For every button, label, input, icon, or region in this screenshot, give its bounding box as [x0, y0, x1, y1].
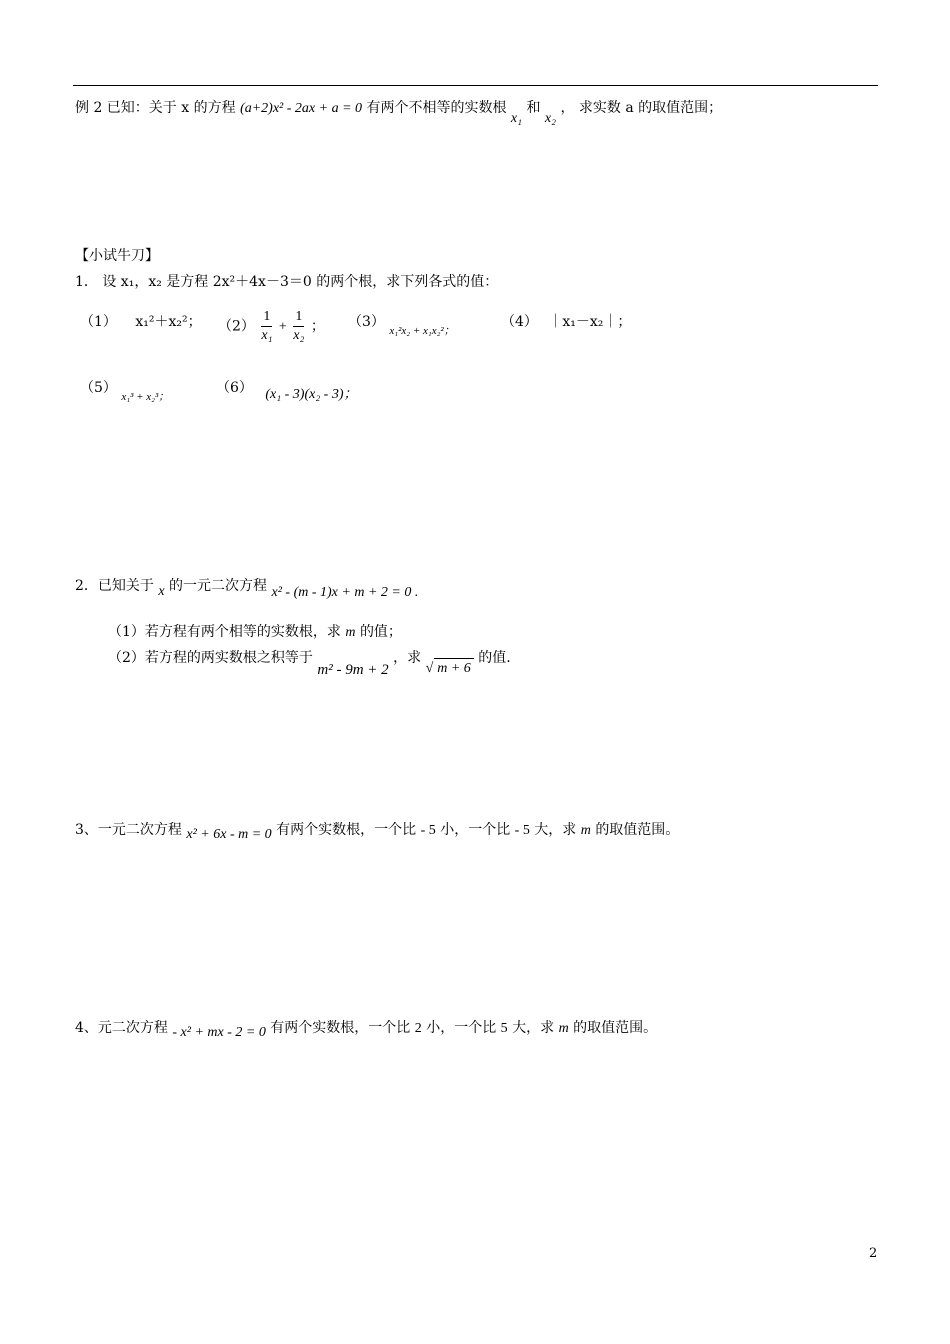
example-2-prefix: 例 2 已知：关于 x 的方程 [75, 100, 236, 116]
q4-prefix: 4、元二次方程 [75, 1020, 168, 1036]
q2-sub-2-expr: m² - 9m + 2 [317, 662, 389, 678]
q3 [75, 820, 679, 841]
q3-middle-c: 大，求 [534, 822, 577, 838]
q3-equation: x² + 6x - m = 0 [186, 827, 272, 842]
q2-stem [75, 576, 419, 600]
q4-middle-c: 大，求 [512, 1020, 555, 1036]
q1-item-4-expr: ｜x₁－x₂｜； [548, 314, 632, 330]
header-rule [73, 85, 878, 86]
q3-suffix: 的取值范围。 [595, 822, 680, 838]
q2-sub-2-sqrt: m + 6 [434, 658, 474, 679]
q3-n2: - 5 [514, 823, 530, 838]
q2-stem-b: 的一元二次方程 [169, 578, 268, 594]
q1-item-1 [80, 312, 202, 332]
q1-item-6-label: （6） [216, 380, 253, 396]
q4-n1: 2 [414, 1021, 422, 1036]
section-title: 【小试牛刀】 [75, 248, 159, 264]
example-2-suffix: ， 求实数 a 的取值范围； [560, 100, 723, 116]
q1-item-2-frac-a [261, 308, 272, 345]
q2-stem-a: 2．已知关于 [75, 578, 154, 594]
q1-item-2-frac-b [293, 308, 304, 345]
q4-middle-a: 有两个实数根，一个比 [270, 1020, 411, 1036]
q1-item-2-tail: ； [310, 318, 325, 335]
q3-middle-b: 小，一个比 [440, 822, 511, 838]
q1-item-5 [80, 378, 170, 403]
q1-item-2-den-a: x₁ [261, 328, 273, 343]
example-2-equation: (a+2)x² - 2ax + a = 0 [240, 101, 363, 116]
q2-sub-1-var: m [345, 625, 356, 640]
q1-item-6-expr: (x₁ - 3)(x₂ - 3)； [265, 387, 358, 402]
q1-item-2-num-b: 1 [293, 308, 304, 327]
q3-middle-a: 有两个实数根，一个比 [276, 822, 417, 838]
q1-item-2-label: （2） [218, 318, 255, 335]
q2-sub-1-a: （1）若方程有两个相等的实数根，求 [108, 624, 341, 640]
q1-item-3-expr: x₁²x₂ + x₁x₂²； [389, 325, 455, 337]
example-2-middle: 有两个不相等的实数根 [366, 100, 507, 116]
example-2-root2: x₂ [544, 111, 557, 126]
q1-item-5-label: （5） [80, 380, 117, 396]
q1-item-5-expr: x₁³ + x₂³； [121, 391, 170, 403]
q1-stem: 1． 设 x₁，x₂ 是方程 2x²＋4x－3＝0 的两个根，求下列各式的值： [75, 274, 499, 290]
q1-item-3 [348, 312, 455, 337]
q2-sub-1 [108, 622, 402, 643]
q1-item-4-label: （4） [501, 314, 538, 330]
q4-var: m [558, 1021, 569, 1036]
example-2-root1: x₁ [510, 111, 523, 126]
q2-sub-2-c: 的值. [478, 650, 511, 666]
q1-item-2-num-a: 1 [261, 308, 272, 327]
q2-sub-2 [108, 648, 511, 678]
q1-item-1-label: （1） [80, 314, 117, 330]
example-2 [75, 98, 723, 126]
q1-item-6 [216, 378, 358, 402]
q3-prefix: 3、一元二次方程 [75, 822, 182, 838]
q3-var: m [580, 823, 591, 838]
q4-n2: 5 [500, 1021, 508, 1036]
page-number: 2 [869, 1246, 878, 1261]
q4 [75, 1018, 657, 1039]
q3-n1: - 5 [420, 823, 436, 838]
q2-sub-2-radical: √ m + 6 [426, 660, 474, 676]
q2-sub-2-a: （2）若方程的两实数根之积等于 [108, 650, 313, 666]
q2-var: x [158, 584, 165, 599]
q1-item-4 [501, 312, 631, 332]
q4-middle-b: 小，一个比 [426, 1020, 497, 1036]
q2-equation: x² - (m - 1)x + m + 2 = 0 . [271, 585, 419, 600]
q1-item-3-label: （3） [348, 314, 385, 330]
q4-equation: - x² + mx - 2 = 0 [172, 1025, 266, 1040]
q2-sub-1-b: 的值； [359, 624, 402, 640]
q1-item-2: （2） $\frac{1}{\text{x₁}}$ + $\frac{1}{\text{x₂}}$ ； [218, 309, 325, 343]
q1-item-1-expr: x₁²＋x₂²； [135, 314, 202, 330]
q2-sub-2-b: ，求 [393, 650, 422, 666]
example-2-and: 和 [526, 100, 541, 116]
q1-item-2-den-b: x₂ [293, 328, 305, 343]
q4-suffix: 的取值范围。 [573, 1020, 658, 1036]
